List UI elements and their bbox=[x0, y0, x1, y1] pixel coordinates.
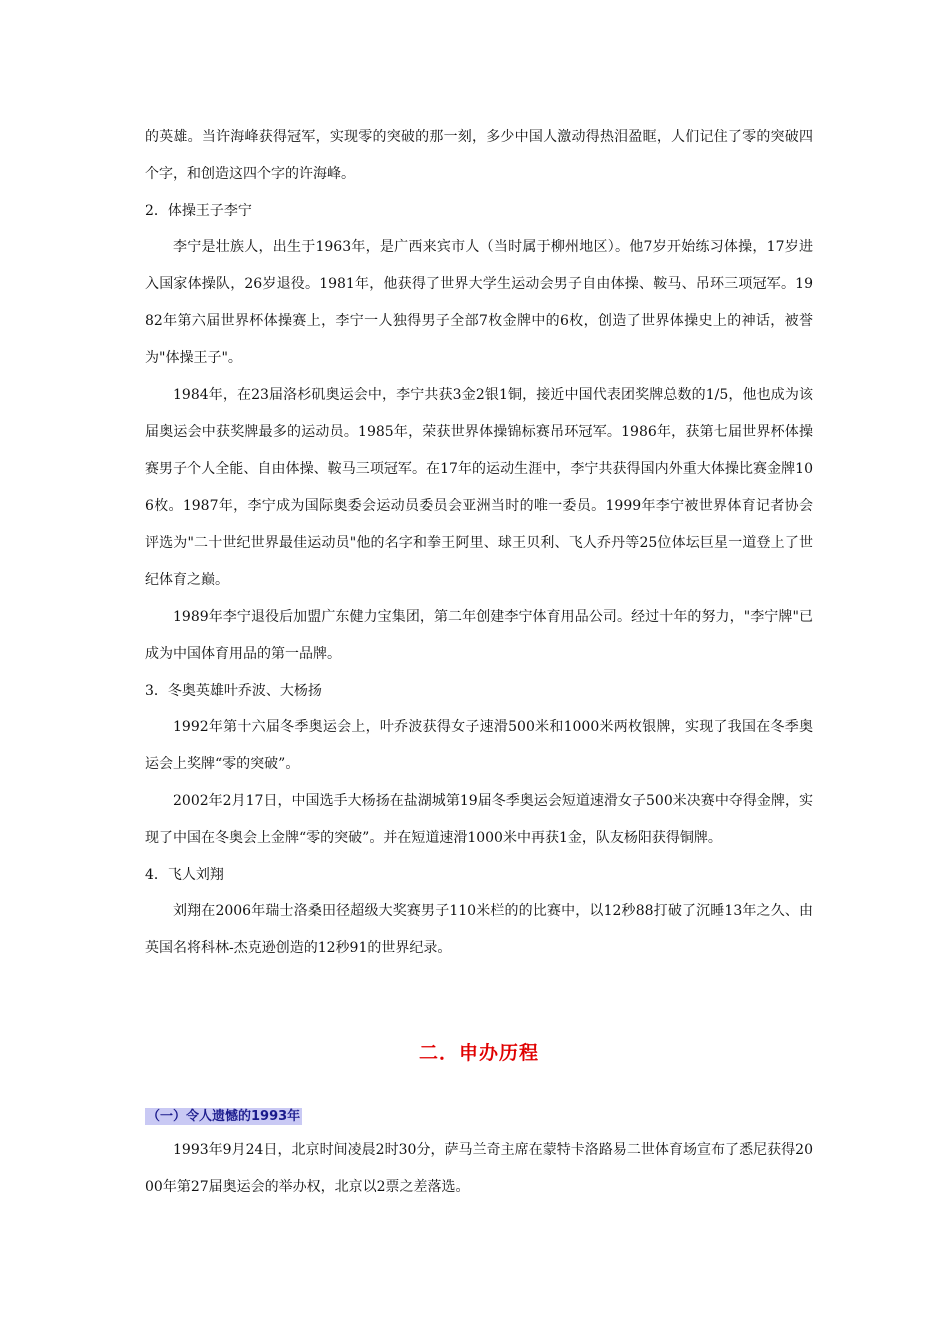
heading-liu-xiang: 4．飞人刘翔 bbox=[145, 867, 224, 883]
paragraph-li-ning-bio: 李宁是壮族人，出生于1963年，是广西来宾市人（当时属于柳州地区）。他7岁开始练习体操，17岁进入国家体操队，26岁退役。1981年，他获得了世界大学生运动会男子自由体操、鞍马、吊环三项冠军。1982年第六届世界杯体操赛上，李宁一人独得男子全部7枚金牌中的6枚，创造了世界体操史上的神话，被誉为"体操王子"。 bbox=[145, 239, 813, 366]
paragraph-ye-qiaobo: 1992年第十六届冬季奥运会上，叶乔波获得女子速滑500米和1000米两枚银牌，实现了我国在冬季奥运会上奖牌“零的突破”。 bbox=[145, 719, 813, 772]
subsection-line bbox=[145, 1101, 813, 1132]
paragraph-yang-yang: 2002年2月17日，中国选手大杨扬在盐湖城第19届冬季奥运会短道速滑女子500米决赛中夺得金牌，实现了中国在冬奥会上金牌“零的突破”。并在短道速滑1000米中再获1金，队友杨阳获得铜牌。 bbox=[145, 793, 813, 846]
subsection-spacer bbox=[145, 1067, 813, 1101]
subsection-title-1993: （一）令人遗憾的1993年 bbox=[147, 1109, 301, 1124]
document-page bbox=[145, 119, 813, 1206]
paragraph-xu-haifeng-continued: 的英雄。当许海峰获得冠军，实现零的突破的那一刻，多少中国人激动得热泪盈眶，人们记住了零的突破四个字，和创造这四个字的许海峰。 bbox=[145, 129, 813, 182]
heading-li-ning: 2．体操王子李宁 bbox=[145, 203, 252, 219]
paragraph-li-ning-1984: 1984年，在23届洛杉矶奥运会中，李宁共获3金2银1铜，接近中国代表团奖牌总数的1/5，他也成为该届奥运会中获奖牌最多的运动员。1985年，荣获世界体操锦标赛吊环冠军。1986年，获第七届世界杯体操赛男子个人全能、自由体操、鞍马三项冠军。在17年的运动生涯中，李宁共获得国内外重大体操比赛金牌106枚。1987年，李宁成为国际奥委会运动员委员会亚洲当时的唯一委员。1999年李宁被世界体育记者协会评选为"二十世纪世界最佳运动员"他的名字和拳王阿里、球王贝利、飞人乔丹等25位体坛巨星一道登上了世纪体育之巅。 bbox=[145, 387, 813, 588]
section-spacer bbox=[145, 967, 813, 1039]
section-title-bid-history: 二．申办历程 bbox=[418, 1042, 539, 1064]
paragraph-1993-bid: 1993年9月24日，北京时间凌晨2时30分，萨马兰奇主席在蒙特卡洛路易二世体育场宣布了悉尼获得2000年第27届奥运会的举办权，北京以2票之差落选。 bbox=[145, 1142, 813, 1195]
paragraph-li-ning-business: 1989年李宁退役后加盟广东健力宝集团，第二年创建李宁体育用品公司。经过十年的努力，"李宁牌"已成为中国体育用品的第一品牌。 bbox=[145, 609, 813, 662]
heading-winter-heroes: 3．冬奥英雄叶乔波、大杨扬 bbox=[145, 683, 322, 699]
paragraph-liu-xiang: 刘翔在2006年瑞士洛桑田径超级大奖赛男子110米栏的的比赛中，以12秒88打破了沉睡13年之久、由英国名将科林-杰克逊创造的12秒91的世界纪录。 bbox=[145, 903, 813, 956]
